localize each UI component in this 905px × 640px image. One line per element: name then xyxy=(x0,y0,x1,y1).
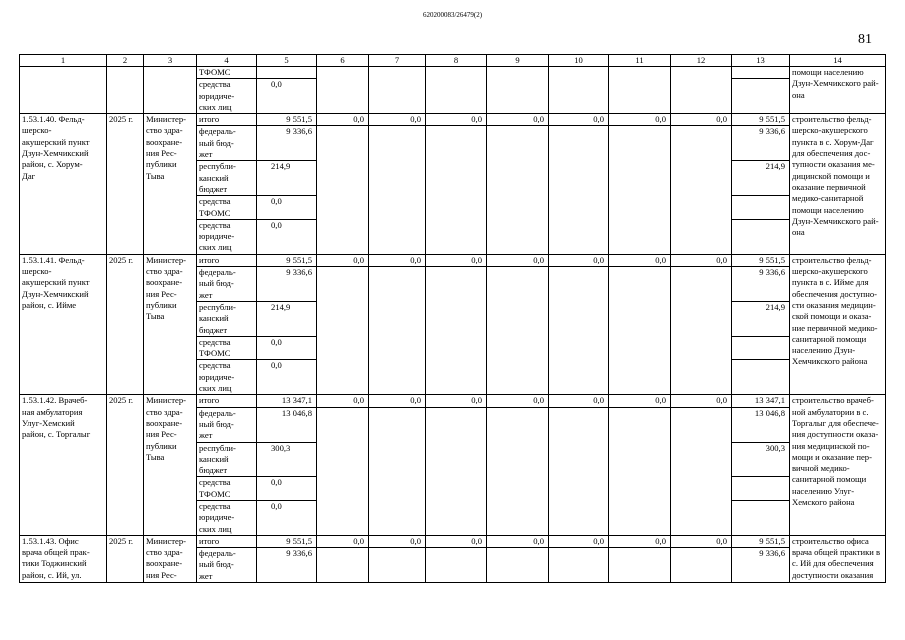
source-total: итого xyxy=(197,535,257,547)
amount-cell: 9 336,6 xyxy=(257,126,317,161)
amount-cell: 0,0 xyxy=(257,500,317,535)
document-id: 620200083/26479(2) xyxy=(422,11,483,19)
amount-cell: 0,0 xyxy=(257,477,317,501)
col-header: 12 xyxy=(671,55,732,67)
source-federal: федераль- ный бюд- жет xyxy=(197,407,257,442)
source-republic: республи- канский бюджет xyxy=(197,442,257,477)
header-row xyxy=(20,55,886,67)
source-federal: федераль- ный бюд- жет xyxy=(197,548,257,583)
amount-cell: 13 046,8 xyxy=(257,407,317,442)
amount-cell: 214,9 xyxy=(257,301,317,336)
source-juridical: средства юридиче- ских лиц xyxy=(197,500,257,535)
source-total: итого xyxy=(197,114,257,126)
table-row xyxy=(20,67,886,79)
source-tfoms: средства ТФОМС xyxy=(197,336,257,360)
source-total: итого xyxy=(197,395,257,407)
table-row: республи- канский бюджет 214,9 214,9 xyxy=(20,301,886,336)
table-row: федераль- ный бюд- жет 9 336,6 9 336,6 xyxy=(20,548,886,583)
source-tfoms: ТФОМС xyxy=(197,67,257,79)
col-header: 1 xyxy=(20,55,107,67)
table-row: 1.53.1.43. Офис врача общей прак- тики Тоджинский район, с. Ий, ул. 2025 г. Министер- ство здра- воохране- ния Рес- итого 9 551,5 0,0 0,0 0,0 0,0 0,0 0,0 0,0 9 551,5 строительство офиса врача общей практики в с. Ий для обеспечения доступности оказания xyxy=(20,535,886,547)
col-header: 14 xyxy=(790,55,886,67)
year-cell: 2025 г. xyxy=(107,114,144,255)
executor-cell: Министер- ство здра- воохране- ния Рес- xyxy=(144,535,197,582)
source-federal: федераль- ный бюд- жет xyxy=(197,126,257,161)
amount-cell: 214,9 xyxy=(257,161,317,196)
table-row: федераль- ный бюд- жет 9 336,6 9 336,6 xyxy=(20,267,886,302)
table-row: федераль- ный бюд- жет 9 336,6 9 336,6 xyxy=(20,126,886,161)
table-row: 1.53.1.41. Фельд- шерско- акушерский пункт Дзун-Хемчикский район, с. Ийме 2025 г. Министер- ство здра- воохране- ния Рес- публики Тыва итого 9 551,5 0,0 0,0 0,0 0,0 0,0 0,0 0,0 9 551,5 строительство фельд- шерско-акушерского пункта в с. Ийме для обеспечения доступно- сти оказания медицин- ской помощи и оказа- ние первичной медико- санитарной помощи населению Дзун- Хемчикского района xyxy=(20,254,886,266)
table-row: федераль- ный бюд- жет 13 046,8 13 046,8 xyxy=(20,407,886,442)
year-cell: 2025 г. xyxy=(107,254,144,395)
col-header: 7 xyxy=(369,55,426,67)
source-juridical: средства юридиче- ских лиц xyxy=(197,79,257,114)
object-name: 1.53.1.42. Врачеб- ная амбулатория Улуг-Хемский район, с. Торгалыг xyxy=(20,395,107,536)
amount-cell: 0,0 xyxy=(257,360,317,395)
col-header: 10 xyxy=(549,55,609,67)
program-table xyxy=(19,54,886,583)
table-row: республи- канский бюджет 300,3 300,3 xyxy=(20,442,886,477)
amount-cell: 13 347,1 xyxy=(257,395,317,407)
amount-cell: 300,3 xyxy=(257,442,317,477)
object-name: 1.53.1.40. Фельд- шерско- акушерский пункт Дзун-Хемчикский район, с. Хорум- Даг xyxy=(20,114,107,255)
col-header: 9 xyxy=(487,55,549,67)
project-description: строительство фельд- шерско-акушерского пункта в с. Хорум-Даг для обеспечения дос- тупности оказания ме- дицинской помощи и оказание первичной медико-санитарной помощи населению Дзун-Хемчикского рай- она xyxy=(790,114,886,255)
col-header: 5 xyxy=(257,55,317,67)
amount-cell: 0,0 xyxy=(257,196,317,220)
amount-cell: 9 336,6 xyxy=(257,267,317,302)
source-juridical: средства юридиче- ских лиц xyxy=(197,219,257,254)
page-number: 81 xyxy=(858,32,872,47)
source-juridical: средства юридиче- ских лиц xyxy=(197,360,257,395)
amount-cell: 9 551,5 xyxy=(257,114,317,126)
col-header: 11 xyxy=(609,55,671,67)
source-republic: республи- канский бюджет xyxy=(197,301,257,336)
col-header: 13 xyxy=(732,55,790,67)
table-row: 1.53.1.42. Врачеб- ная амбулатория Улуг-Хемский район, с. Торгалыг 2025 г. Министер- ство здра- воохране- ния Рес- публики Тыва итого 13 347,1 0,0 0,0 0,0 0,0 0,0 0,0 0,0 13 347,1 строительство врачеб- ной амбулатории в с. Торгалыг для обеспече- ния доступности оказа- ния медицинской по- мощи и оказание пер- вичной медико- санитарной помощи населению Улуг- Хемского района xyxy=(20,395,886,407)
source-tfoms: средства ТФОМС xyxy=(197,196,257,220)
amount-cell: 0,0 xyxy=(257,336,317,360)
col-header: 8 xyxy=(426,55,487,67)
col-header: 2 xyxy=(107,55,144,67)
col-header: 6 xyxy=(317,55,369,67)
project-description: строительство врачеб- ной амбулатории в с. Торгалыг для обеспече- ния доступности оказа- ния медицинской по- мощи и оказание пер- вичной медико- санитарной помощи населению Улуг- Хемского района xyxy=(790,395,886,536)
executor-cell: Министер- ство здра- воохране- ния Рес- публики Тыва xyxy=(144,114,197,255)
amount-cell: 0,0 xyxy=(257,219,317,254)
project-description: строительство офиса врача общей практики в с. Ий для обеспечения доступности оказания xyxy=(790,535,886,582)
project-description: помощи населению Дзун-Хемчикского рай- она xyxy=(790,67,886,114)
amount-cell: 9 551,5 xyxy=(257,254,317,266)
object-name: 1.53.1.43. Офис врача общей прак- тики Тоджинский район, с. Ий, ул. xyxy=(20,535,107,582)
source-republic: республи- канский бюджет xyxy=(197,161,257,196)
amount-cell: 0,0 xyxy=(257,79,317,114)
table-row: республи- канский бюджет 214,9 214,9 xyxy=(20,161,886,196)
year-cell: 2025 г. xyxy=(107,535,144,582)
amount-cell: 9 336,6 xyxy=(257,548,317,583)
object-name: 1.53.1.41. Фельд- шерско- акушерский пункт Дзун-Хемчикский район, с. Ийме xyxy=(20,254,107,395)
table-row: 1.53.1.40. Фельд- шерско- акушерский пункт Дзун-Хемчикский район, с. Хорум- Даг 2025 г. Министер- ство здра- воохране- ния Рес- публики Тыва итого 9 551,5 0,0 0,0 0,0 0,0 0,0 0,0 0,0 9 551,5 строительство фельд- шерско-акушерского пункта в с. Хорум-Даг для обеспечения дос- тупности оказания ме- дицинской помощи и оказание первичной медико-санитарной помощи населению Дзун-Хемчикского рай- она xyxy=(20,114,886,126)
source-total: итого xyxy=(197,254,257,266)
project-description: строительство фельд- шерско-акушерского пункта в с. Ийме для обеспечения доступно- сти оказания медицин- ской помощи и оказа- ние первичной медико- санитарной помощи населению Дзун- Хемчикского района xyxy=(790,254,886,395)
source-tfoms: средства ТФОМС xyxy=(197,477,257,501)
source-federal: федераль- ный бюд- жет xyxy=(197,267,257,302)
col-header: 4 xyxy=(197,55,257,67)
executor-cell: Министер- ство здра- воохране- ния Рес- публики Тыва xyxy=(144,254,197,395)
executor-cell: Министер- ство здра- воохране- ния Рес- публики Тыва xyxy=(144,395,197,536)
col-header: 3 xyxy=(144,55,197,67)
year-cell: 2025 г. xyxy=(107,395,144,536)
amount-cell: 9 551,5 xyxy=(257,535,317,547)
